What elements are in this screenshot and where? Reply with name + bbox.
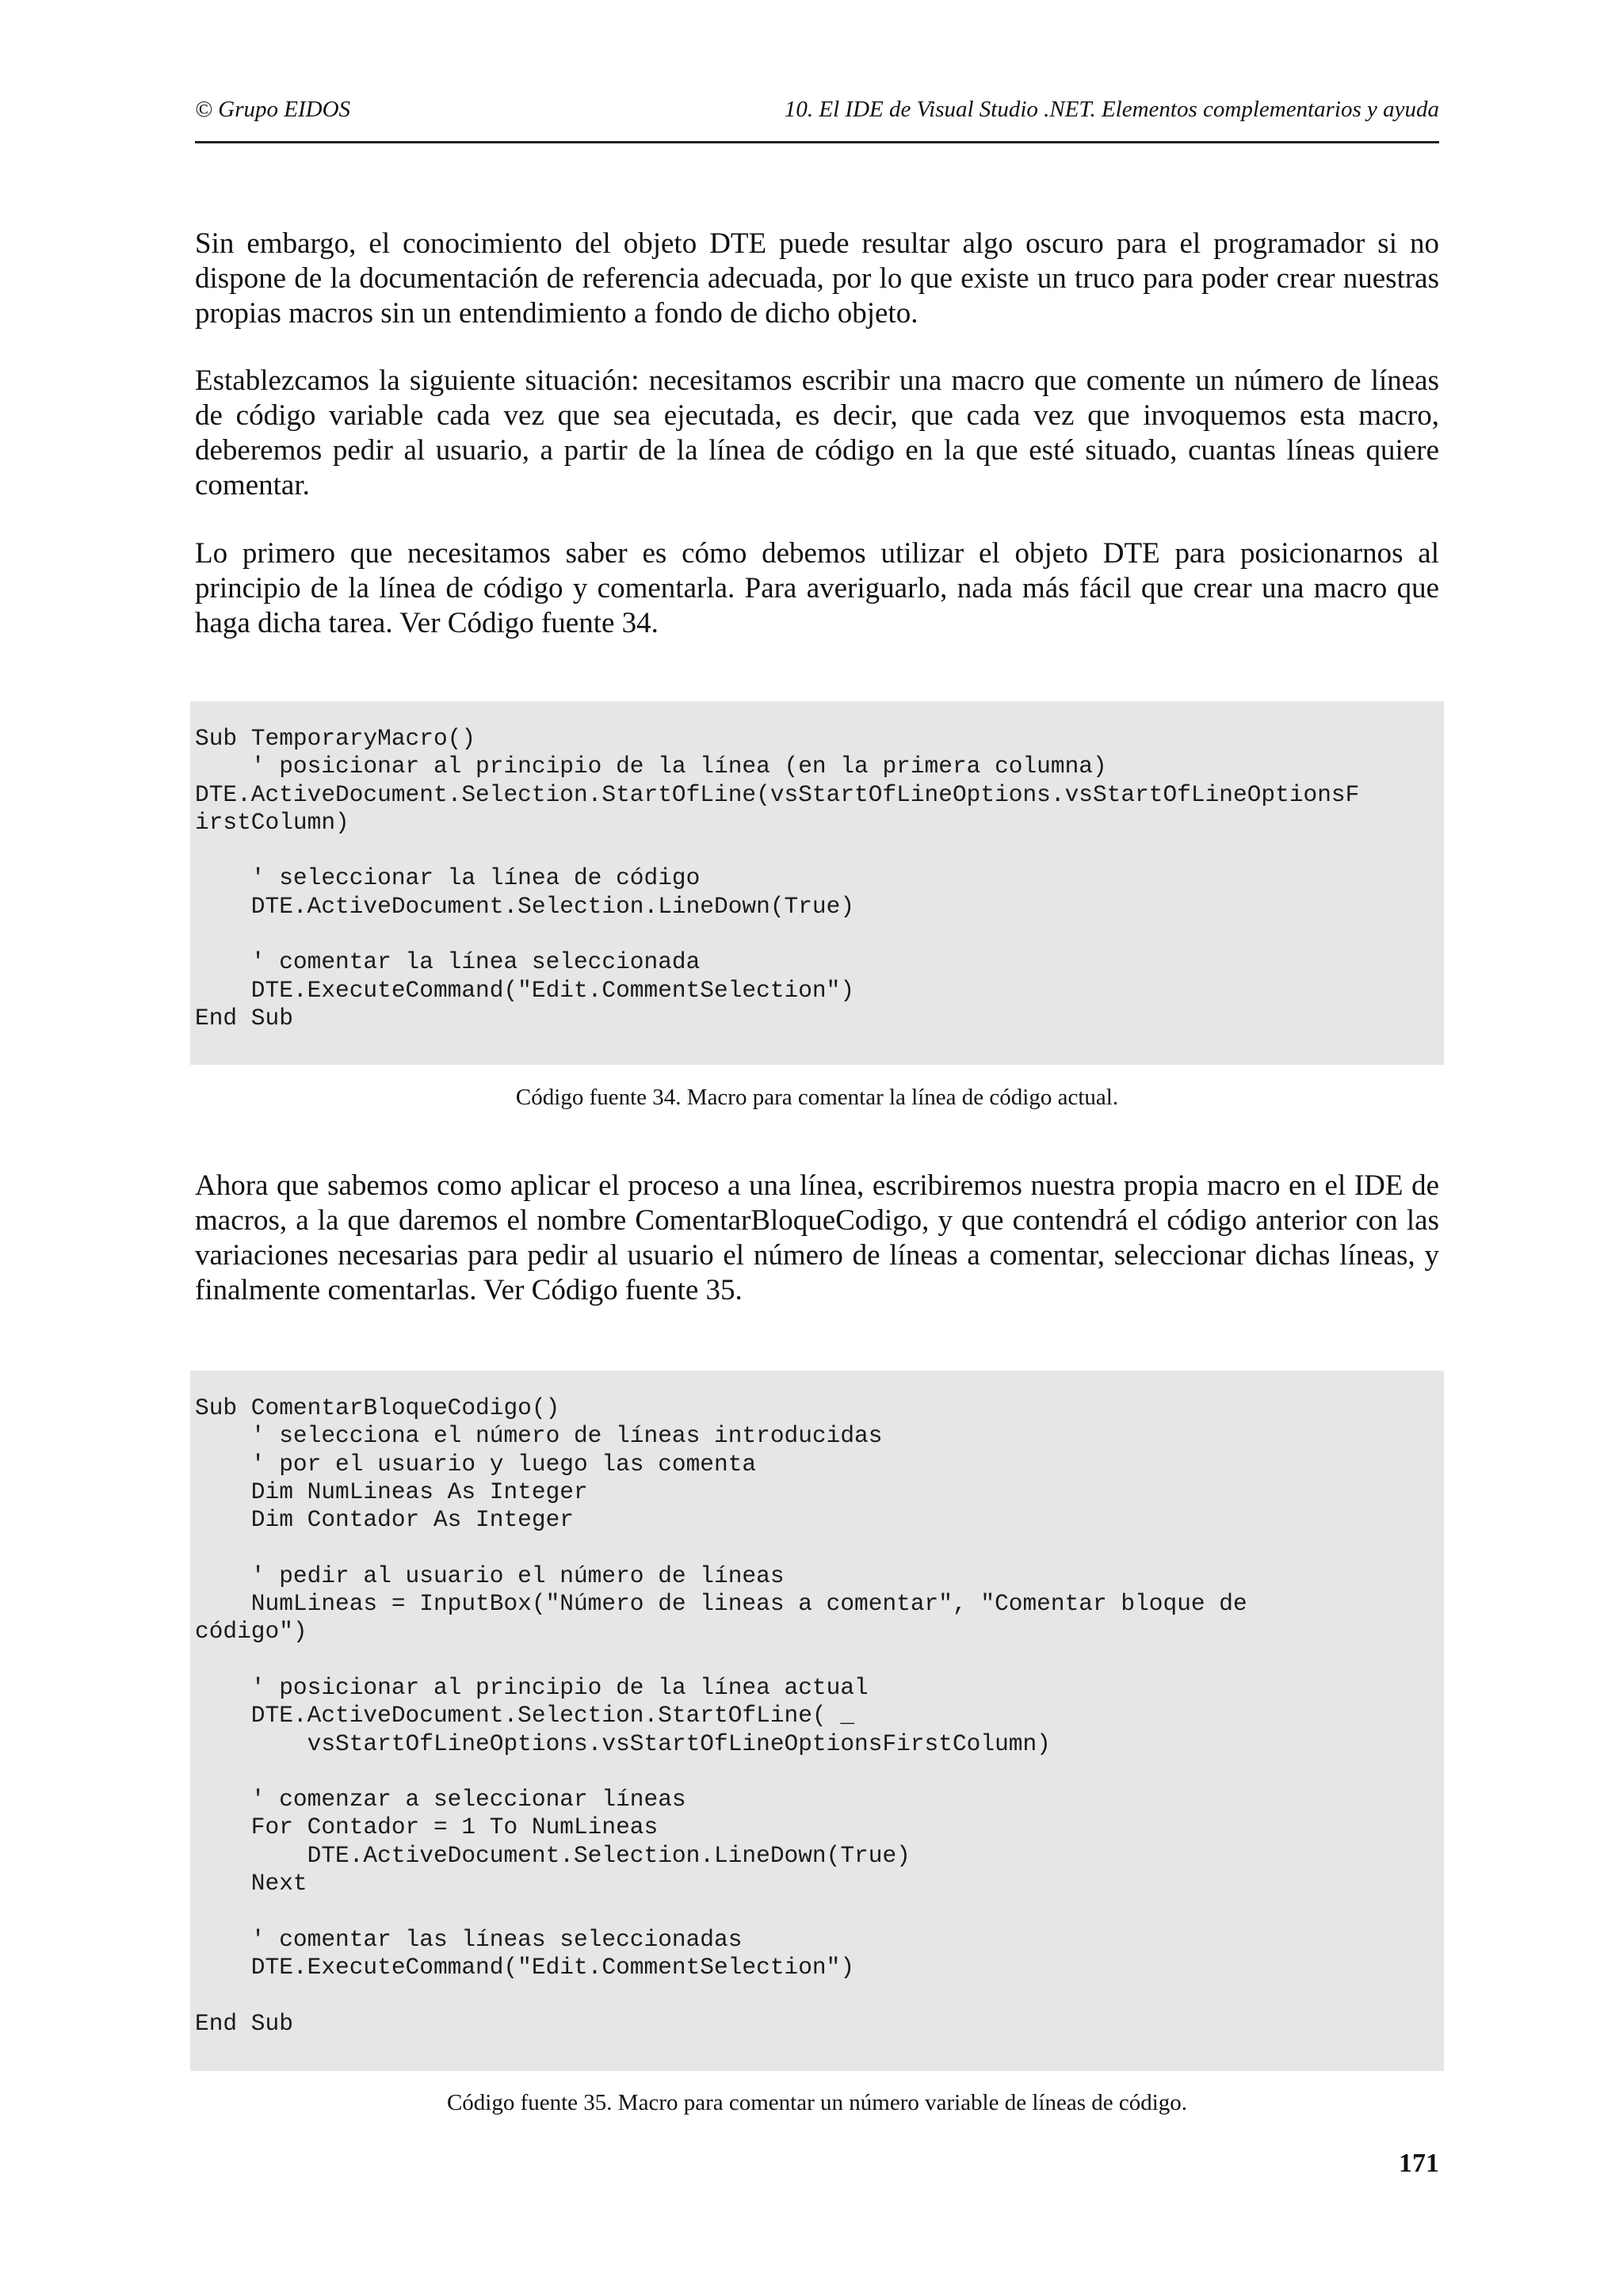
body-paragraph: Lo primero que necesitamos saber es cómo debemos utilizar el objeto DTE para posicionarnos al principio de la línea de código y comentarla. Para averiguarlo, nada más fácil que crear una macro que haga dicha tarea. Ver Código fuente 34.	[195, 537, 1439, 639]
header-publisher: © Grupo EIDOS	[195, 97, 351, 122]
page-number: 171	[1399, 2149, 1439, 2178]
code-listing-34: Sub TemporaryMacro() ' posicionar al principio de la línea (en la primera columna) DTE.ActiveDocument.Selection.StartOfLine(vsStartOfLineOptions.vsStartOfLineOptionsF irstColumn) ' seleccionar la línea de código DTE.ActiveDocument.Selection.LineDown(True) ' comentar la línea seleccionada DTE.ExecuteCommand("Edit.CommentSelection") End Sub	[190, 701, 1444, 1065]
body-paragraph: Sin embargo, el conocimiento del objeto DTE puede resultar algo oscuro para el programador si no dispone de la documentación de referencia adecuada, por lo que existe un truco para poder crear nuestras propias macros sin un entendimiento a fondo de dicho objeto.	[195, 227, 1439, 330]
body-paragraph: Establezcamos la siguiente situación: necesitamos escribir una macro que comente un número de líneas de código variable cada vez que sea ejecutada, es decir, que cada vez que invoquemos esta macro, deberemos pedir al usuario, a partir de la línea de código en la que esté situado, cuantas líneas quiere comentar.	[195, 364, 1439, 502]
header-chapter-title: 10. El IDE de Visual Studio .NET. Elementos complementarios y ayuda	[784, 97, 1439, 122]
code-caption-35: Código fuente 35. Macro para comentar un número variable de líneas de código.	[446, 2090, 1188, 2115]
body-paragraph: Ahora que sabemos como aplicar el proceso a una línea, escribiremos nuestra propia macro en el IDE de macros, a la que daremos el nombre ComentarBloqueCodigo, y que contendrá el código anterior con las variaciones necesarias para pedir al usuario el número de líneas a comentar, seleccionar dichas líneas, y finalmente comentarlas. Ver Código fuente 35.	[195, 1169, 1439, 1306]
page-header	[195, 93, 1439, 143]
code-caption-34: Código fuente 34. Macro para comentar la línea de código actual.	[515, 1085, 1119, 1110]
code-listing-35: Sub ComentarBloqueCodigo() ' selecciona el número de líneas introducidas ' por el usuario y luego las comenta Dim NumLineas As Integer Dim Contador As Integer ' pedir al usuario el número de líneas NumLineas = InputBox("Número de lineas a comentar", "Comentar bloque de código") ' posicionar al principio de la línea actual DTE.ActiveDocument.Selection.StartOfLine( _ vsStartOfLineOptions.vsStartOfLineOptionsFirstColumn) ' comenzar a seleccionar líneas For Contador = 1 To NumLineas DTE.ActiveDocument.Selection.LineDown(True) Next ' comentar las líneas seleccionadas DTE.ExecuteCommand("Edit.CommentSelection") End Sub	[190, 1371, 1444, 2071]
